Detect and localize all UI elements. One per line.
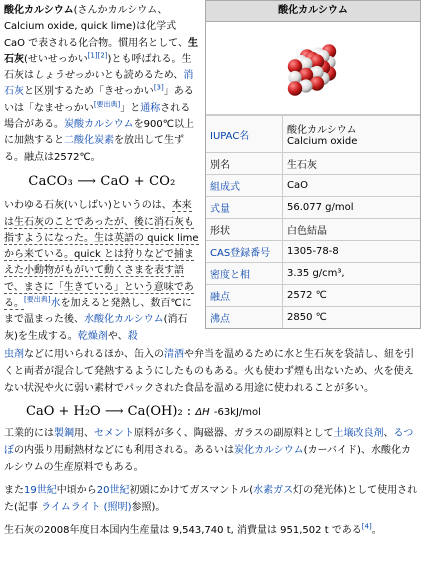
infobox-label-cell (206, 197, 283, 219)
link-water[interactable]: 水 (50, 298, 61, 310)
infobox-label[interactable]: 沸点 (210, 314, 230, 325)
link-crucible[interactable]: るつぼ (4, 428, 414, 456)
infobox-row (206, 153, 420, 175)
infobox-value: CaO (283, 175, 421, 197)
article-title-term: 酸化カルシウム (4, 5, 74, 16)
crystal-structure-svg (206, 22, 418, 114)
text-span: を900℃以上に加熱すると (4, 119, 194, 147)
oxygen-atom (288, 81, 302, 95)
infobox-label[interactable]: CAS登録番号 (210, 248, 271, 259)
infobox-value: 1305-78-8 (283, 241, 421, 263)
infobox-row (206, 263, 420, 285)
text-span: (消石灰)を生成する。 (4, 314, 188, 342)
text-span: 」と (120, 102, 141, 114)
text-span: や弁当を温めるために水と生石灰を袋詰し、紐を引くと両者が混合して発熱するようにしたものもある。火も使わず煙も出ないため、火を使えない状況や火に弱い素材でパックされた食品を温める用途に使われることが多い。 (4, 349, 414, 394)
link-calcium-carbonate[interactable]: 炭酸カルシウム (64, 119, 134, 131)
link-slaked-lime[interactable]: 消石灰 (4, 70, 194, 98)
infobox-label-cell (206, 153, 283, 175)
infobox-value: 2850 ℃ (283, 307, 421, 329)
link-soil-conditioner[interactable]: 土壌改良剤 (333, 428, 384, 439)
text-span: される場合がある。 (4, 102, 191, 131)
bold-alias: 生石灰 (4, 37, 198, 65)
infobox-row (206, 285, 420, 307)
infobox-row (206, 307, 420, 329)
infobox-label-cell (206, 116, 283, 153)
crystal-structure-image[interactable] (206, 22, 420, 115)
text-span: を加えると発熱し、数百℃にまで温まった後、 (4, 298, 192, 326)
link-insecticide-cont[interactable]: 虫剤 (4, 349, 24, 360)
infobox-label-cell (206, 285, 283, 307)
link-insecticide[interactable]: 殺 (127, 330, 138, 342)
link-19th-century[interactable]: 19世紀 (24, 485, 57, 496)
infobox-value: 2572 ℃ (283, 285, 421, 307)
reference-link[interactable]: [4] (361, 522, 372, 531)
article-body (4, 346, 418, 539)
text-span: 」あるいは「なませっかい (4, 86, 194, 114)
infobox-value: 白色結晶 (283, 219, 421, 241)
text-span: を放出して生ずる。融点は2572℃。 (4, 135, 184, 163)
link-calcium-hydroxide[interactable]: 水酸化カルシウム (84, 314, 164, 326)
link-limelight[interactable]: ライムライト (照明) (41, 502, 132, 513)
reference-link[interactable]: [1][2] (87, 51, 108, 60)
text-span: 灯の発光体)として使用された(記事 (4, 485, 418, 513)
citation-needed-link[interactable]: [要出典] (24, 295, 51, 304)
infobox-title: 酸化カルシウム (206, 1, 420, 22)
infobox-row (206, 116, 420, 153)
infobox-value: 生石灰 (283, 153, 421, 175)
infobox-label-cell (206, 219, 283, 241)
infobox-label: 別名 (210, 160, 230, 171)
infobox-table (206, 115, 420, 328)
infobox-label[interactable]: 組成式 (210, 182, 240, 193)
link-hydrogen-gas[interactable]: 水素ガス (253, 485, 294, 496)
infobox-value: 3.35 g/cm³, (283, 263, 421, 285)
infobox-value: 酸化カルシウム Calcium oxide (283, 116, 421, 153)
text-span: )とも呼ばれる。生石灰は (4, 53, 192, 82)
paragraph-lime (4, 198, 200, 345)
link-desiccant[interactable]: 乾燥剤 (77, 330, 108, 342)
paragraph-industrial (4, 425, 418, 476)
infobox-label-cell (206, 263, 283, 285)
infobox-label-cell (206, 175, 283, 197)
text-span: と区別するため「きせっかい (24, 86, 154, 98)
text-span: 中頃から (56, 485, 97, 496)
paragraph-gas-mantle (4, 482, 418, 516)
text-span: 、 (383, 428, 394, 439)
enthalpy-value: -63kJ/mol (213, 407, 261, 418)
text-span: (さんかカルシウム、Calcium oxide, quick lime)は化学式 CaO で表される化合物。慣用名として、 (4, 5, 188, 49)
infobox-label-cell (206, 307, 283, 329)
paragraph-production (4, 522, 418, 539)
infobox-value: 56.077 g/mol (283, 197, 421, 219)
link-cement[interactable]: セメント (94, 428, 134, 439)
formula-text: CaO + H₂O ⟶ Ca(OH)₂ (26, 404, 183, 419)
link-carbon-dioxide[interactable]: 二酸化炭素 (64, 135, 114, 147)
link-calcium-carbide[interactable]: 炭化カルシウム (234, 445, 304, 456)
text-span: 初頭にかけてガスマントル( (129, 485, 254, 496)
text-span: 工業的には (4, 428, 54, 439)
link-20th-century[interactable]: 20世紀 (96, 485, 130, 496)
link-steelmaking[interactable]: 製鋼 (54, 428, 74, 439)
link-tsusho[interactable]: 通称 (140, 102, 161, 114)
text-span: とも読めるため、 (103, 70, 184, 82)
unsourced-text: 本来は生石灰のことであったが、後に消石灰も指すようになった。生は英語の quick lime から来ている。quick とは狩りなどで捕まえた小動物がもがいて動くさまを表す語で、まさに「生きている」という意味である。 (4, 200, 199, 310)
link-sake[interactable]: 清酒 (164, 349, 184, 360)
infobox-row (206, 197, 420, 219)
text-span: 生石灰の2008年度日本国内生産量は 9,543,740 t, 消費量は 951,502 t である (4, 525, 362, 536)
reference-link[interactable]: [3] (153, 84, 164, 93)
text-span: の内張り用耐熱材などにも利用される。あるいは (14, 445, 234, 456)
text-span: 原料が多く、陶磁器、ガラスの副原料として (134, 428, 334, 439)
infobox-label[interactable]: 式量 (210, 204, 230, 215)
citation-needed-link[interactable]: [要出典] (93, 100, 121, 109)
formula-decomposition: CaCO₃ ⟶ CaO + CO₂ (28, 173, 176, 189)
text-span: 。 (371, 525, 382, 536)
article-lead-column (4, 3, 200, 345)
infobox-row (206, 219, 420, 241)
infobox-label-cell (206, 241, 283, 263)
enthalpy-symbol: ΔH (195, 407, 210, 418)
paragraph-intro (4, 3, 200, 166)
italic-reading: しょうせっかい (34, 70, 104, 82)
chemical-infobox (205, 0, 421, 329)
text-span: や、 (107, 330, 128, 342)
infobox-label[interactable]: IUPAC名 (210, 130, 250, 142)
infobox-row (206, 175, 420, 197)
text-span: また (4, 485, 24, 496)
text-span: 参照)。 (131, 502, 166, 513)
text-span: (せいせっかい (24, 53, 88, 65)
infobox-row (206, 241, 420, 263)
text-span: いわゆる石灰(いしばい)というのは、 (4, 200, 172, 212)
infobox-label: 形状 (210, 226, 230, 237)
text-span: などに用いられるほか、缶入の (24, 349, 164, 360)
infobox-label[interactable]: 密度と相 (210, 270, 250, 281)
formula-hydration: CaO + H₂O ⟶ Ca(OH)₂ : ΔH -63kJ/mol (26, 404, 261, 419)
text-span: 用、 (74, 428, 94, 439)
infobox-label[interactable]: 融点 (210, 292, 230, 303)
text-span: (カーバイド)、水酸化カルシウムの生産原料でもある。 (4, 445, 411, 473)
paragraph-lime-cont (4, 346, 418, 397)
